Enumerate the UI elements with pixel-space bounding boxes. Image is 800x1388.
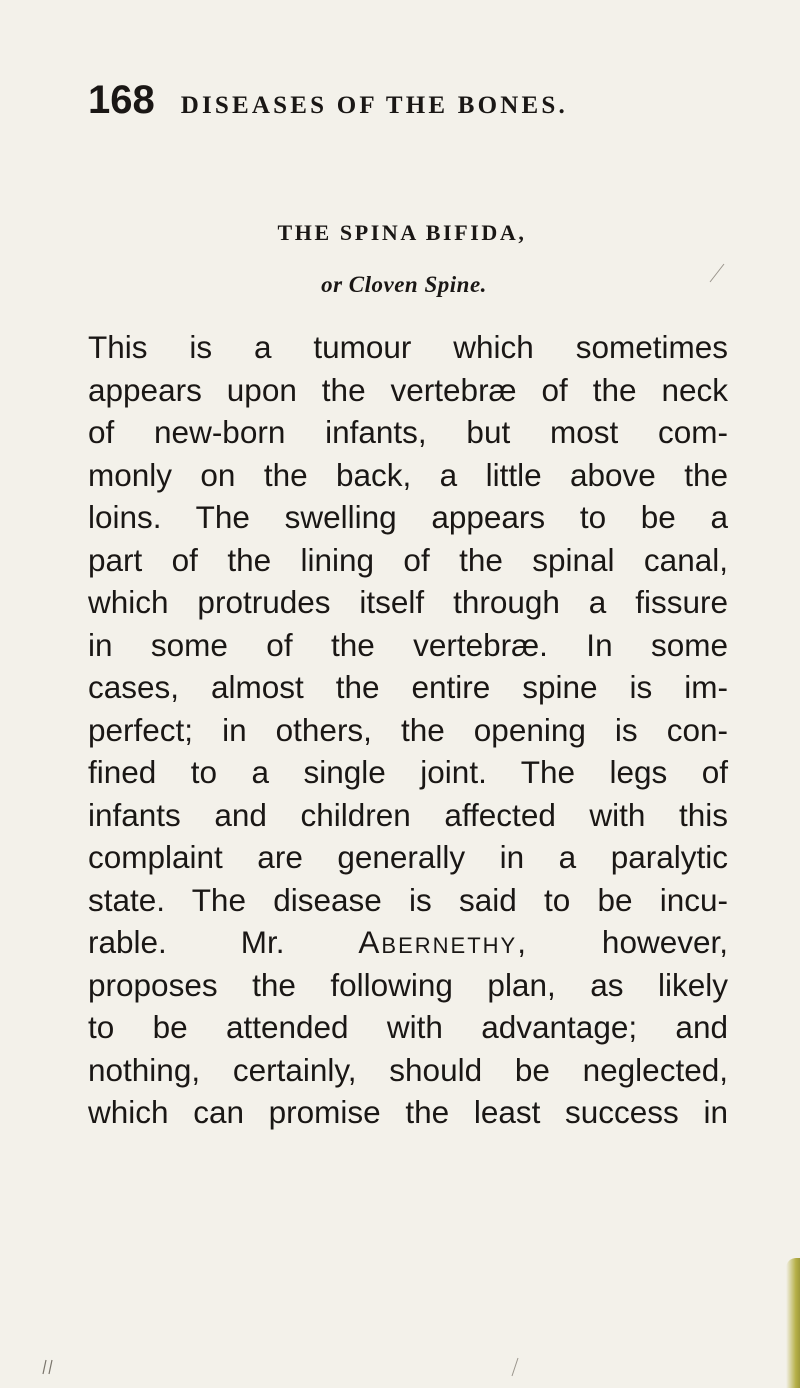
text-line: to be attended with advantage; and [88,1009,728,1045]
text-line: loins. The swelling appears to be a [88,499,728,535]
pencil-mark-icon [510,1356,520,1378]
text-line: appears upon the vertebræ of the neck [88,371,728,408]
text-line-with-name [88,921,728,964]
page-number: 168 [88,78,155,122]
text-line: part of the lining of the spinal canal, [88,541,728,578]
text-fragment: rable. [88,924,167,960]
running-head [88,78,708,128]
text-line: cases, almost the entire spine is im- [88,669,728,705]
text-line: of new-born infants, but most com- [88,414,728,450]
page-edge-shadow [786,1258,800,1388]
text-line: proposes the following plan, as likely [88,966,728,1003]
running-title: DISEASES OF THE BONES. [180,92,568,119]
text-fragment: however, [601,924,728,960]
body-paragraph [88,326,728,1134]
text-line: complaint are generally in a paralytic [88,839,728,875]
text-line: perfect; in others, the opening is con- [88,711,728,748]
pencil-mark-icon [708,262,726,284]
text-line: which protrudes itself through a fissure [88,584,728,620]
text-line: which can promise the least success in [88,1094,728,1130]
person-name: Abernethy, [358,924,528,960]
text-line: infants and children affected with this [88,796,728,833]
text-line: state. The disease is said to be incu- [88,881,728,918]
section-title: THE SPINA BIFIDA, [277,220,527,245]
text-line: fined to a single joint. The legs of [88,754,728,790]
pencil-mark-icon [40,1356,56,1376]
text-fragment: Mr. [240,924,285,960]
text-line: nothing, certainly, should be neglected, [88,1051,728,1088]
text-line: This is a tumour which sometimes [88,329,728,365]
text-line: in some of the vertebræ. In some [88,626,728,663]
section-subtitle: or Cloven Spine. [321,272,487,297]
text-line: monly on the back, a little above the [88,456,728,493]
